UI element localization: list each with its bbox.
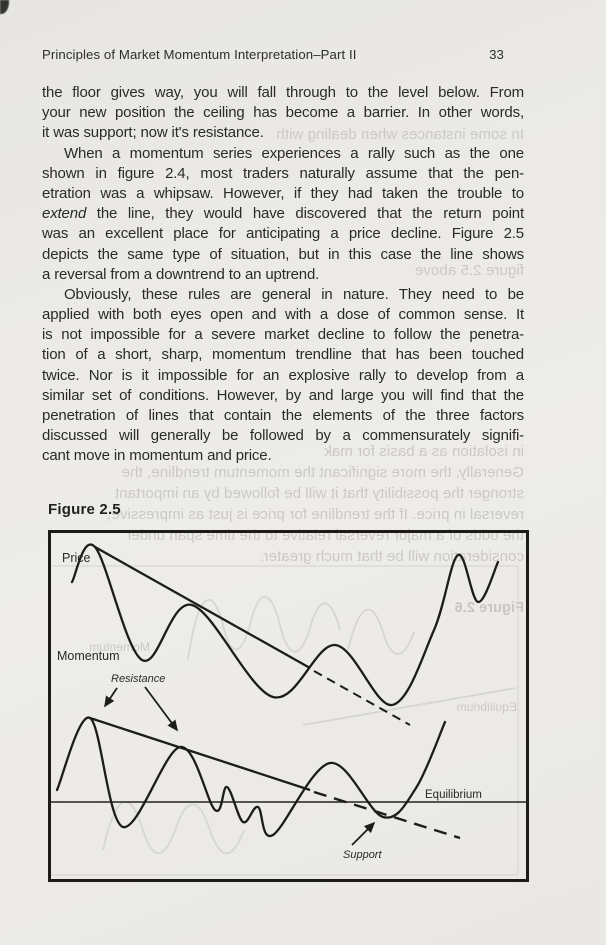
- body-line: twice. Nor is it impossible for an explosive rally to develop from a: [42, 366, 524, 384]
- support-arrow: [352, 823, 374, 845]
- body-line: depicts the same type of situation, but in this case the line shows: [42, 245, 524, 263]
- price-label: Price: [62, 551, 91, 565]
- figure-border: [50, 532, 528, 881]
- body-line: etration was a whipsaw. However, if they had taken the trouble to: [42, 184, 524, 202]
- figure-canvas: [48, 530, 529, 882]
- bleedthrough-figure-lines: [51, 566, 518, 875]
- bleed-wave: [188, 597, 340, 660]
- body-line: Obviously, these rules are general in nature. They need to be: [64, 285, 524, 303]
- body-line: similar set of conditions. However, by and large you will find that the: [42, 386, 524, 404]
- body-line: [42, 204, 524, 224]
- equilibrium-label: Equilibrium: [425, 789, 482, 801]
- body-line: was an excellent place for anticipating a price decline. Figure 2.5: [42, 225, 524, 243]
- bleedthrough-text: the odds of a major reversal relative to the time span under: [126, 527, 524, 544]
- body-line: discussed will generally be followed by a commensurately signifi-: [42, 427, 524, 445]
- bleed-diagonal: [303, 688, 516, 725]
- page-header: [42, 47, 504, 62]
- bleedthrough-text: Momentum: [89, 640, 150, 654]
- figure-caption: Figure 2.5: [48, 501, 121, 518]
- bleedthrough-text: Generally, the more significant the momentum trendline, the: [121, 464, 524, 481]
- body-line: shown in figure 2.4, most traders naturally assume that the pen-: [42, 164, 524, 182]
- figure-2-5: [48, 530, 529, 882]
- bleedthrough-text: figure 2.5 above: [414, 262, 524, 279]
- bleedthrough-text: Figure 2.6: [454, 600, 524, 616]
- momentum-label: Momentum: [57, 649, 120, 663]
- bleed-wave: [348, 610, 414, 655]
- bleedthrough-text: stronger the possibility that it will be followed by an important: [114, 485, 524, 502]
- bleedthrough-text: in isolation as a basis for mak: [324, 443, 524, 460]
- italic-word: extend: [42, 205, 87, 223]
- body-line: the floor gives way, you will fall through to the level below. From: [42, 84, 524, 101]
- running-head-title: Principles of Market Momentum Interpretation–Part II: [42, 47, 357, 62]
- body-line: When a momentum series experiences a rally such as the one: [64, 144, 524, 162]
- bleedthrough-text: consideration will be that much greater.: [259, 548, 524, 565]
- price-downtrend-line: [95, 547, 310, 668]
- body-line-rest: the line, they would have discovered that the return point: [86, 205, 524, 223]
- resistance-label: Resistance: [111, 673, 166, 685]
- body-line: a reversal from a downtrend to an uptrend.: [42, 265, 320, 283]
- price-trendline-extension-dashed: [314, 671, 410, 725]
- body-line: is not impossible for a severe market decline to follow the penetra-: [42, 326, 524, 344]
- body-line: your new position the ceiling has become a barrier. In other words,: [42, 104, 524, 122]
- body-line: applied with both eyes open and with a dose of common sense. It: [42, 306, 524, 324]
- body-line: penetration of lines that contain the elements of the three factors: [42, 407, 524, 424]
- bleedthrough-text: reversal in price. If the trendline for price is just as impressive,: [107, 506, 524, 523]
- body-line: tion of a short, sharp, momentum trendline that has been touched: [42, 346, 524, 364]
- support-label: Support: [343, 849, 382, 861]
- body-text: [42, 83, 524, 467]
- bleedthrough-text: Equilibrium: [456, 700, 517, 714]
- resistance-arrow-right: [145, 687, 177, 730]
- page-number: 33: [489, 47, 504, 62]
- body-line: it was support; now it's resistance.: [42, 124, 264, 142]
- bleedthrough-text: In some instances when dealing with: [276, 126, 524, 143]
- momentum-curve: [57, 718, 445, 836]
- body-line: cant move in momentum and price.: [42, 447, 272, 465]
- momentum-resistance-line: [90, 718, 310, 790]
- resistance-arrow-left: [105, 688, 117, 706]
